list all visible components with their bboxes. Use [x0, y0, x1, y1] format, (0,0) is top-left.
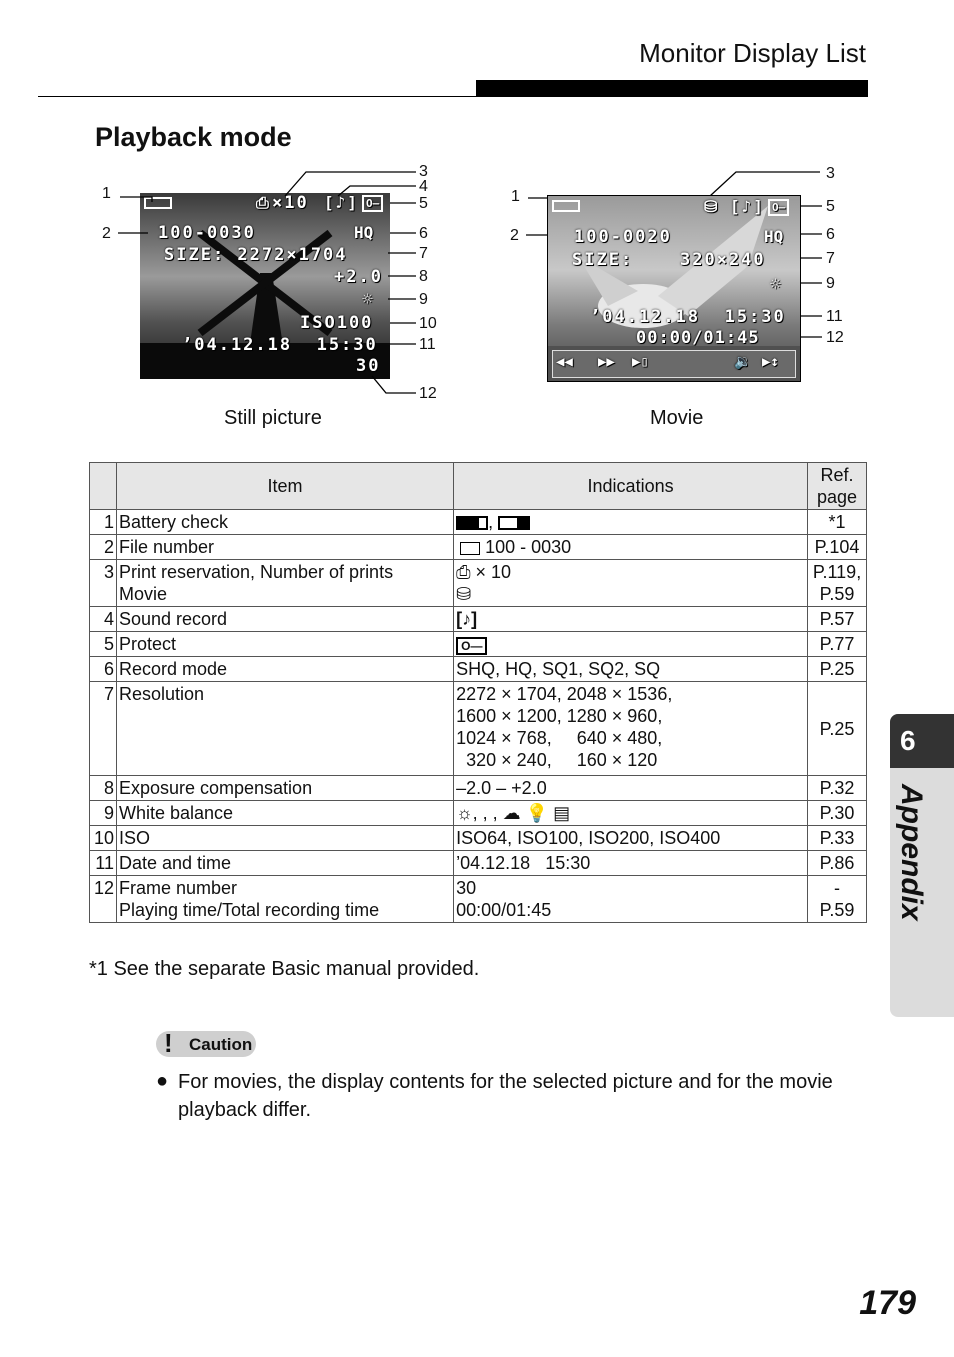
- table-row: [90, 682, 867, 776]
- battery-low-icon: [498, 516, 530, 530]
- movie-callout-12: 12: [826, 329, 844, 346]
- table-row: [90, 535, 867, 560]
- row-number: 2: [90, 535, 117, 560]
- header-title: Monitor Display List: [639, 38, 866, 68]
- table-row: [90, 776, 867, 801]
- protect-table-icon: O—: [456, 637, 487, 655]
- row-number: 7: [90, 682, 117, 776]
- row-ref: P.25: [808, 657, 867, 682]
- row-number: 8: [90, 776, 117, 801]
- row-item: Battery check: [116, 510, 453, 535]
- still-iso: ISO100: [300, 313, 374, 333]
- monitor-display-table: [89, 462, 867, 923]
- row-indications: [454, 560, 808, 607]
- row-ref: P.32: [808, 776, 867, 801]
- row-indications-text: 100 - 0030: [480, 537, 572, 557]
- still-callout-5: 5: [419, 195, 428, 212]
- bullet-icon: ●: [156, 1070, 169, 1092]
- still-callout-6: 6: [419, 225, 428, 242]
- movie-callout-11: 11: [826, 308, 843, 325]
- tungsten-icon: 💡: [525, 803, 549, 823]
- sound-record-icon: [♪]: [324, 193, 359, 212]
- row-number: 10: [90, 826, 117, 851]
- movie-protect-icon: O—: [768, 199, 789, 216]
- row-indications-text: ,: [488, 512, 499, 532]
- movie-file-number: 100-0020: [574, 227, 672, 247]
- frame-advance-icon: ▶▯: [632, 354, 649, 370]
- row-ref: P.119, P.59: [808, 560, 867, 607]
- row-ref: P.57: [808, 607, 867, 632]
- row-item: File number: [116, 535, 453, 560]
- file-number-icon: [460, 542, 480, 555]
- chapter-tab: [890, 714, 954, 1017]
- still-callout-9: 9: [419, 291, 428, 308]
- table-row: [90, 607, 867, 632]
- row-item: Exposure compensation: [116, 776, 453, 801]
- still-callout-3: 3: [419, 163, 428, 180]
- white-balance-icon: ☼: [362, 289, 375, 310]
- table-row: [90, 510, 867, 535]
- caution-text: For movies, the display contents for the selected picture and for the movie playback differ.: [178, 1071, 833, 1121]
- still-size: SIZE: 2272×1704: [164, 245, 348, 265]
- print-reservation-icon: ⎙: [456, 562, 476, 582]
- table-row: [90, 801, 867, 826]
- movie-callout-5: 5: [826, 198, 835, 215]
- still-callout-lines: [0, 0, 954, 440]
- row-ref: P.86: [808, 851, 867, 876]
- still-quality: HQ: [354, 223, 374, 242]
- row-item: Frame number Playing time/Total recording time: [116, 876, 453, 923]
- movie-callout-1: 1: [511, 188, 520, 205]
- still-callout-4: 4: [419, 178, 428, 195]
- row-number: 5: [90, 632, 117, 657]
- protect-icon: O—: [362, 195, 383, 212]
- still-datetime: ’04.12.18 15:30: [182, 335, 378, 355]
- header-ref-page: Ref. page: [808, 463, 867, 510]
- movie-screen: [547, 195, 801, 382]
- row-indications: [454, 510, 808, 535]
- page-number: 179: [859, 1284, 916, 1322]
- movie-callout-3: 3: [826, 165, 835, 182]
- still-callout-11: 11: [419, 336, 436, 353]
- volume-icon: 🔉: [734, 354, 752, 370]
- row-indications: [454, 632, 808, 657]
- still-callout-2: 2: [102, 225, 111, 242]
- movie-size-label: SIZE:: [572, 250, 634, 270]
- row-item: Resolution: [116, 682, 453, 776]
- row-ref: P.33: [808, 826, 867, 851]
- movie-callout-9: 9: [826, 275, 835, 292]
- row-indications: [454, 801, 808, 826]
- section-title: Playback mode: [95, 122, 292, 152]
- caution-label: Caution: [189, 1035, 253, 1054]
- row-indications-text: , , ,: [472, 803, 503, 823]
- movie-white-balance-icon: ☼: [770, 274, 783, 295]
- movie-icon: ⛁: [704, 197, 720, 216]
- row-indications: SHQ, HQ, SQ1, SQ2, SQ: [454, 657, 808, 682]
- rewind-icon: ◀◀: [556, 354, 573, 370]
- row-item: Record mode: [116, 657, 453, 682]
- table-header-row: [90, 463, 867, 510]
- row-ref: *1: [808, 510, 867, 535]
- movie-sound-icon: [♪]: [730, 197, 765, 216]
- row-indications: 2272 × 1704, 2048 × 1536, 1600 × 1200, 1280 × 960, 1024 × 768, 640 × 480, 320 × 240, 160 × 120: [454, 682, 808, 776]
- still-file-number: 100-0030: [158, 223, 256, 243]
- movie-table-icon: ⛁: [456, 584, 472, 604]
- row-number: 1: [90, 510, 117, 535]
- still-callout-8: 8: [419, 268, 428, 285]
- exclamation-icon: !: [164, 1028, 173, 1058]
- chapter-number: 6: [890, 714, 954, 768]
- sound-record-table-icon: [♪]: [456, 609, 478, 629]
- row-number: 9: [90, 801, 117, 826]
- row-indications: –2.0 – +2.0: [454, 776, 808, 801]
- movie-callout-2: 2: [510, 227, 519, 244]
- movie-size-value: 320×240: [680, 250, 766, 270]
- row-number: 4: [90, 607, 117, 632]
- movie-caption: Movie: [650, 407, 704, 429]
- header-indications: Indications: [454, 463, 808, 510]
- caution-badge: [156, 1028, 256, 1058]
- row-ref: - P.59: [808, 876, 867, 923]
- movie-callout-6: 6: [826, 226, 835, 243]
- table-row: [90, 657, 867, 682]
- header-number: [90, 463, 117, 510]
- still-callout-12: 12: [419, 385, 437, 402]
- row-indications-text: × 10: [475, 562, 512, 582]
- row-indications: [454, 607, 808, 632]
- header-item: Item: [116, 463, 453, 510]
- row-item: White balance: [116, 801, 453, 826]
- row-item: Sound record: [116, 607, 453, 632]
- row-number: 3: [90, 560, 117, 607]
- still-frame: 30: [356, 356, 381, 376]
- row-number: 11: [90, 851, 117, 876]
- table-row: [90, 851, 867, 876]
- row-indications: [454, 535, 808, 560]
- print-icon: ⎙: [256, 193, 271, 212]
- movie-callout-7: 7: [826, 250, 835, 267]
- table-row: [90, 826, 867, 851]
- volume-adjust-icon: ▶↕: [762, 354, 779, 370]
- movie-control-bar: [552, 350, 796, 378]
- table-row: [90, 876, 867, 923]
- sunny-icon: ☼: [456, 803, 473, 823]
- movie-datetime: ’04.12.18 15:30: [590, 307, 786, 327]
- row-number: 6: [90, 657, 117, 682]
- table-row: [90, 560, 867, 607]
- row-item: Protect: [116, 632, 453, 657]
- row-item: ISO: [116, 826, 453, 851]
- movie-time: 00:00/01:45: [636, 328, 760, 348]
- still-prints: ×10: [272, 193, 309, 213]
- row-indications: ISO64, ISO100, ISO200, ISO400: [454, 826, 808, 851]
- table-row: [90, 632, 867, 657]
- still-callout-7: 7: [419, 245, 428, 262]
- row-item: Print reservation, Number of prints Movie: [116, 560, 453, 607]
- row-indications: 30 00:00/01:45: [454, 876, 808, 923]
- still-caption: Still picture: [224, 407, 322, 429]
- still-exposure: +2.0: [334, 267, 383, 287]
- footnote: *1 See the separate Basic manual provided.: [89, 958, 480, 980]
- chapter-label: Appendix: [895, 784, 928, 921]
- row-ref: P.25: [808, 682, 867, 776]
- row-indications: ’04.12.18 15:30: [454, 851, 808, 876]
- fluorescent-icon: ▤: [553, 803, 571, 823]
- still-callout-1: 1: [102, 185, 111, 202]
- row-item: Date and time: [116, 851, 453, 876]
- movie-battery-icon: [552, 200, 580, 212]
- row-ref: P.104: [808, 535, 867, 560]
- row-ref: P.30: [808, 801, 867, 826]
- still-callout-10: 10: [419, 315, 437, 332]
- row-ref: P.77: [808, 632, 867, 657]
- row-number: 12: [90, 876, 117, 923]
- fast-forward-icon: ▶▶: [598, 354, 615, 370]
- movie-quality: HQ: [764, 227, 784, 246]
- cloudy-icon: ☁: [502, 803, 521, 823]
- battery-full-icon: [456, 516, 488, 530]
